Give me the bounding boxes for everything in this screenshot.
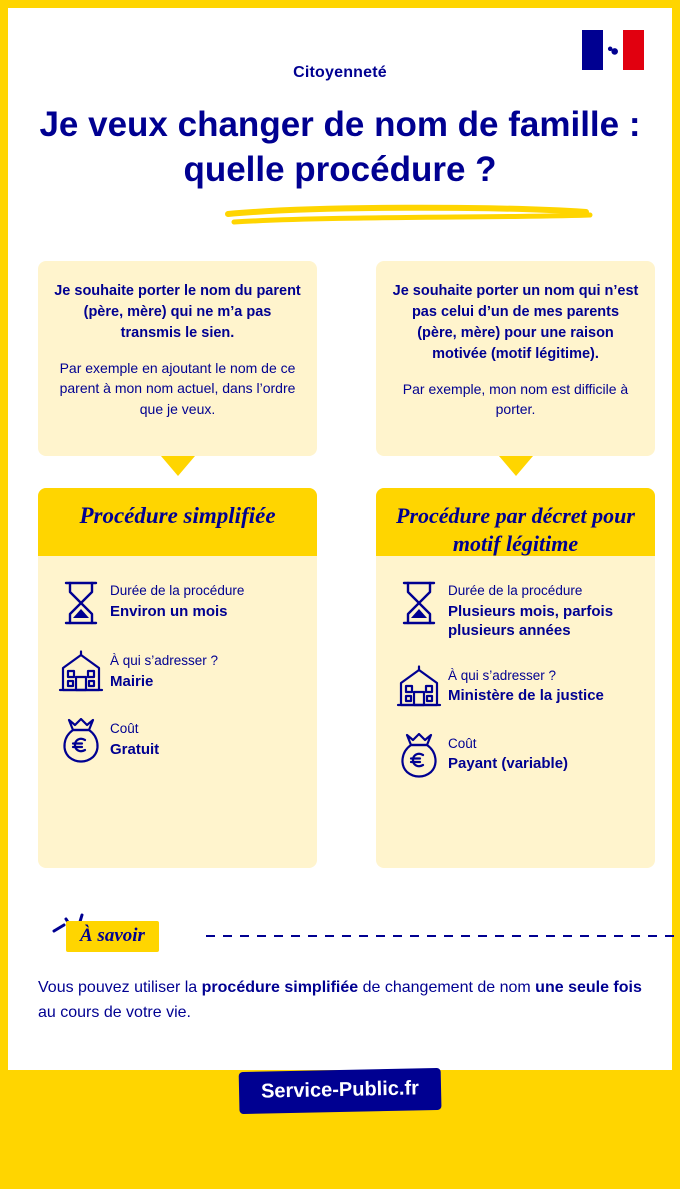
hourglass-icon xyxy=(390,578,448,626)
card-rows xyxy=(38,556,317,764)
hourglass-icon xyxy=(52,578,110,626)
info-row-value: Payant (variable) xyxy=(448,755,569,773)
info-row-value: Mairie xyxy=(110,672,154,690)
content-sheet xyxy=(8,8,672,1070)
town-hall-icon xyxy=(390,663,448,709)
title-underline-decoration xyxy=(224,204,594,226)
dashed-rule xyxy=(206,935,680,937)
info-row-label: À qui s’adresser ? xyxy=(110,653,219,668)
case-bubble-decree xyxy=(376,261,655,456)
info-row-value: Ministère de la justice xyxy=(448,687,604,705)
info-row-duration xyxy=(390,578,641,641)
page-title: Je veux changer de nom de famille : quelle procédure ? xyxy=(39,105,641,189)
info-row-text xyxy=(110,716,159,759)
bubble-tail-right xyxy=(499,456,533,476)
note-text-bold1: procédure simplifiée xyxy=(201,979,359,996)
note-badge: À savoir xyxy=(66,921,159,952)
bubble-example-text: Par exemple en ajoutant le nom de ce parent à mon nom actuel, dans l’ordre que je veux. xyxy=(59,360,296,417)
case-bubble-simplified xyxy=(38,261,317,456)
info-row-text xyxy=(448,663,604,706)
bubble-strong-text: Je souhaite porter un nom qui n’est pas celui d’un de mes parents (père, mère) pour une raison motivée (motif légitime). xyxy=(392,283,639,363)
info-row-label: Durée de la procédure xyxy=(448,583,583,598)
service-public-logo[interactable]: Service-Public.fr xyxy=(239,1068,442,1114)
info-row-text xyxy=(448,731,568,774)
note-header xyxy=(38,913,658,953)
info-row-contact xyxy=(52,648,303,694)
info-row-text xyxy=(110,648,218,691)
info-row-label: Durée de la procédure xyxy=(110,583,245,598)
info-row-value: Environ un mois xyxy=(110,602,228,620)
note-text-part2: de changement de nom xyxy=(358,979,536,996)
note-text xyxy=(38,976,662,1026)
note-text-part3: au cours de votre vie. xyxy=(38,1003,191,1021)
info-row-cost xyxy=(390,731,641,779)
info-row-value: Gratuit xyxy=(110,740,160,758)
info-row-label: Coût xyxy=(448,735,477,751)
note-text-bold2: une seule fois xyxy=(535,979,642,996)
procedure-card-simplified xyxy=(38,488,317,868)
procedure-card-decree xyxy=(376,488,655,868)
bubble-tail-left xyxy=(161,456,195,476)
card-heading: Procédure simplifiée xyxy=(38,488,317,556)
town-hall-icon xyxy=(52,648,110,694)
card-rows xyxy=(376,556,655,779)
bubble-strong-text: Je souhaite porter le nom du parent (père, mère) qui ne m’a pas transmis le sien. xyxy=(54,283,301,342)
info-row-contact xyxy=(390,663,641,709)
money-bag-euro-icon xyxy=(52,716,110,764)
info-row-duration xyxy=(52,578,303,626)
note-text-part1: Vous pouvez utiliser la xyxy=(38,979,202,996)
info-row-label: Coût xyxy=(110,721,139,736)
info-row-cost xyxy=(52,716,303,764)
info-row-text xyxy=(448,578,641,641)
info-row-label: À qui s’adresser ? xyxy=(448,667,557,683)
kicker-label: Citoyenneté xyxy=(293,64,387,81)
card-heading: Procédure par décret pour motif légitime xyxy=(376,488,655,556)
info-row-value: Plusieurs mois, parfois plusieurs années xyxy=(448,602,614,640)
money-bag-euro-icon xyxy=(390,731,448,779)
bubble-example-text: Par exemple, mon nom est difficile à porter. xyxy=(402,381,629,418)
info-row-text xyxy=(110,578,244,621)
